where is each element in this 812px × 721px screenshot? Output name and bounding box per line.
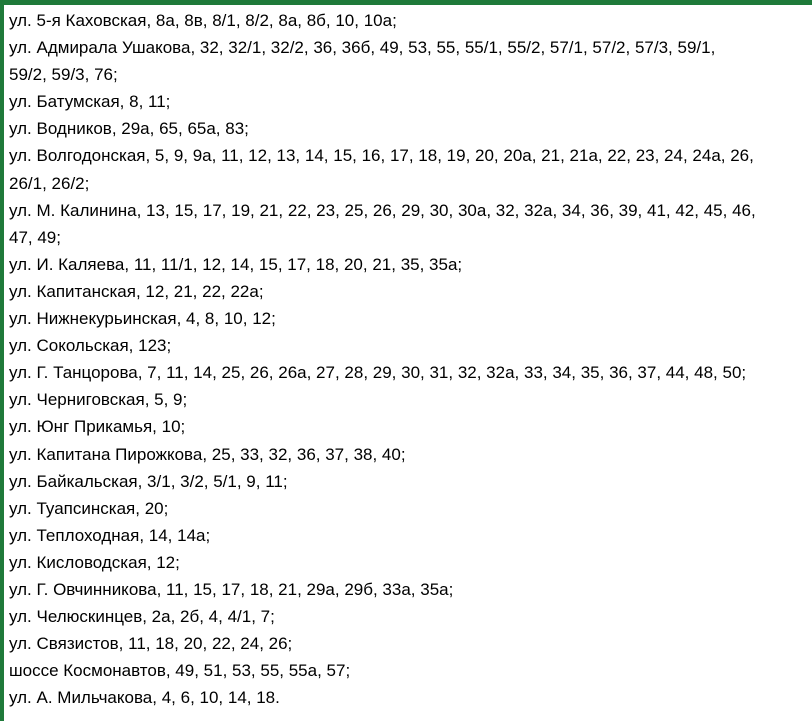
address-line: ул. Теплоходная, 14, 14а;	[9, 525, 211, 545]
address-line: ул. Капитанская, 12, 21, 22, 22а;	[9, 281, 264, 301]
address-line: ул. Водников, 29а, 65, 65а, 83;	[9, 119, 249, 139]
address-line: ул. И. Каляева, 11, 11/1, 12, 14, 15, 17, 18, 20, 21, 35, 35а;	[9, 254, 463, 274]
address-line: шоссе Космонавтов, 49, 51, 53, 55, 55а, 57;	[9, 661, 351, 681]
address-line: ул. 5-я Каховская, 8а, 8в, 8/1, 8/2, 8а, 8б, 10, 10а;	[9, 11, 397, 30]
address-line: ул. Г. Овчинникова, 11, 15, 17, 18, 21, 29а, 29б, 33а, 35а;	[9, 579, 454, 599]
address-line: ул. Батумская, 8, 11;	[9, 92, 171, 112]
address-line: ул. Челюскинцев, 2а, 2б, 4, 4/1, 7;	[9, 607, 275, 627]
address-line: ул. Г. Танцорова, 7, 11, 14, 25, 26, 26а, 27, 28, 29, 30, 31, 32, 32а, 33, 34, 35, 36, 37, 44, 48, 50;	[9, 363, 747, 383]
selected-cell-left-border	[0, 0, 4, 721]
selected-cell-top-border	[0, 0, 812, 5]
address-line: ул. Сокольская, 123;	[9, 336, 172, 356]
cell-text-content[interactable]	[9, 7, 809, 711]
address-line: ул. Связистов, 11, 18, 20, 22, 24, 26;	[9, 634, 293, 654]
address-line: ул. А. Мильчакова, 4, 6, 10, 14, 18.	[9, 688, 280, 708]
address-line: 26/1, 26/2;	[9, 173, 90, 193]
address-line: ул. Туапсинская, 20;	[9, 498, 169, 518]
address-line: ул. Черниговская, 5, 9;	[9, 390, 188, 410]
address-line: ул. Адмирала Ушакова, 32, 32/1, 32/2, 36, 36б, 49, 53, 55, 55/1, 55/2, 57/1, 57/2, 57/3, 59/1,	[9, 38, 716, 58]
address-line: ул. Юнг Прикамья, 10;	[9, 417, 186, 437]
address-line: 59/2, 59/3, 76;	[9, 65, 118, 85]
address-line: ул. Волгодонская, 5, 9, 9а, 11, 12, 13, 14, 15, 16, 17, 18, 19, 20, 20а, 21, 21а, 22, 23, 24, 24а, 26,	[9, 146, 754, 166]
address-line: ул. Байкальская, 3/1, 3/2, 5/1, 9, 11;	[9, 471, 288, 491]
address-line: 47, 49;	[9, 227, 61, 247]
address-line: ул. Нижнекурьинская, 4, 8, 10, 12;	[9, 309, 276, 329]
address-line: ул. Капитана Пирожкова, 25, 33, 32, 36, 37, 38, 40;	[9, 444, 406, 464]
address-line: ул. М. Калинина, 13, 15, 17, 19, 21, 22, 23, 25, 26, 29, 30, 30а, 32, 32а, 34, 36, 39, 41, 42, 45, 46,	[9, 200, 756, 220]
address-line: ул. Кисловодская, 12;	[9, 552, 180, 572]
